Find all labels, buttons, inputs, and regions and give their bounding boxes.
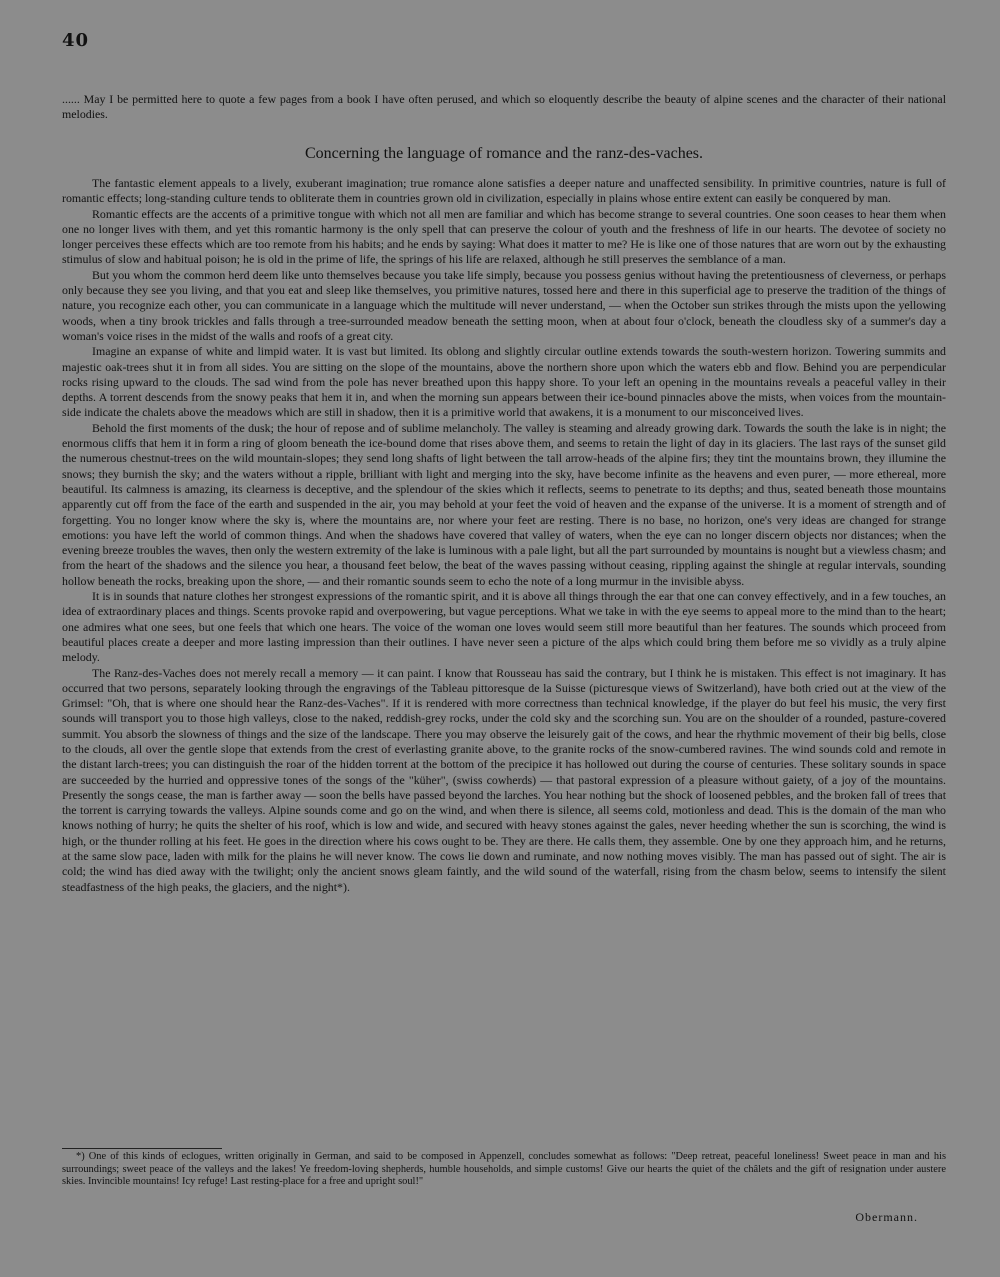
paragraph-7: The Ranz-des-Vaches does not merely recall a memory — it can paint. I know that Rousseau has said the contrary, but I think he is mistaken. This effect is not imaginary. It has occurred that two persons, separately looking through the engravings of the Tableau pittoresque de la Suisse (picturesque views of Switzerland), have both cried out at the view of the Grimsel: "Oh, that is where one should hear the Ranz-des-Vaches". If it is rendered with more correctness than technical knowledge, if the player do but feel his music, the very first sounds will transport you to those high valleys, close to the naked, reddish-grey rocks, under the cold sky and the scorching sun. You are on the shoulder of a rounded, pasture-covered summit. You absorb the slowness of things and the size of the landscape. There you may observe the leisurely gait of the cows, and hear the rhythmic movement of their big bells, close to the clouds, all over the gentle slope that extends from the crest of everlasting granite above, to the granite rocks of the snow-cumbered ravines. The wind sounds cold and remote in the distant larch-trees; you can distinguish the roar of the hidden torrent at the bottom of the precipice it has hollowed out during the course of centuries. These solitary sounds in space are succeeded by the hurried and oppressive tones of the songs of the "küher", (swiss cowherds) — that pastoral expression of a pleasure without gaiety, of a joy of the mountains. Presently the songs cease, the man is farther away — soon the bells have passed beyond the larches. You hear nothing but the shock of loosened pebbles, and the broken fall of trees that the torrent is carrying towards the valleys. Alpine sounds come and go on the wind, and when there is silence, all seems cold, motionless and dead. This is the domain of the man who knows nothing of hurry; he quits the shelter of his roof, which is low and wide, and secured with heavy stones against the gales, never heeding whether the sun is scorching, the wind is high, or the thunder rolling at his feet. He goes in the direction where his cows ought to be. They are there. He calls them, they assemble. One by one they approach him, and he returns, at the same slow pace, laden with milk for the plains he will never know. The cows lie down and ruminate, and now nothing moves visibly. The man has passed out of sight. The air is cold; the wind has died away with the twilight; only the ancient snows gleam faintly, and the wild sound of the waterfall, rising from the chasm below, seems to intensify the silent steadfastness of the high peaks, the glaciers, and the night*). xyxy=(62,665,946,894)
section-heading: Concerning the language of romance and the ranz-des-vaches. xyxy=(304,145,704,162)
main-text xyxy=(62,176,946,895)
footnote-divider xyxy=(62,1148,222,1149)
paragraph-5: Behold the first moments of the dusk; the hour of repose and of sublime melancholy. The valley is steaming and already growing dark. Towards the south the lake is in night; the enormous cliffs that hem it in form a ring of gloom beneath the ice-bound dome that rises above them, and seems to retain the light of day in its glaciers. The last rays of the sunset gild the numerous chestnut-trees on the wild mountain-slopes; they send long shafts of light between the tall arrow-heads of the alpine firs; they tint the mountains brown, they illumine the snows; they burnish the sky; and the waters without a ripple, brilliant with light and merging into the sky, have become infinite as the heavens and even purer, — more ethereal, more beautiful. Its calmness is amazing, its clearness is deceptive, and the splendour of the skies which it reflects, seems to penetrate to its depths; and thus, seated beneath those mountains apparently cut off from the face of the earth and suspended in the air, you may behold at your feet the void of heaven and the expanse of the universe. It is a moment of strength and of forgetting. You no longer know where the sky is, where the mountains are, nor where your feet are resting. There is no base, no horizon, one's very ideas are changed for strange emotions: you have left the world of common things. And when the shadows have covered that valley of waters, when the eye can no longer discern objects nor distances; when the evening breeze troubles the waves, then only the western extremity of the lake is luminous with a pale light, but all the part surrounded by mountains is nought but a viewless chasm; and from the heart of the shadows and the silence you hear, a thousand feet below, the beat of the waves passing without ceasing, rippling against the shingle at regular intervals, sounding hollow beneath the rocks, breaking upon the shore, — and their romantic sounds seem to echo the note of a long murmur in the invisible abyss. xyxy=(62,420,946,588)
signature: Obermann. xyxy=(855,1210,918,1224)
intro-paragraph: ...... May I be permitted here to quote a few pages from a book I have often perused, and which so eloquently describe the beauty of alpine scenes and the character of their national melodies. xyxy=(62,92,946,122)
footnote: *) One of this kinds of eclogues, written originally in German, and said to be composed in Appenzell, concludes somewhat as follows: "Deep retreat, peaceful loneliness! Sweet peace in man and his surroundings; sweet peace of the valleys and the lakes! Ye freedom-loving shepherds, humble households, and simple customs! Give our hearts the quiet of the châlets and the gift of resignation under austere skies. Invincible mountains! Icy refuge! Last resting-place for a free and upright soul!" xyxy=(62,1151,946,1187)
paragraph-1: The fantastic element appeals to a lively, exuberant imagination; true romance alone satisfies a deeper nature and unaffected sensibility. In primitive countries, nature is full of romantic effects; long-standing culture tends to obliterate them in countries grown old in civilization, especially in plains whose entire extent can easily be conquered by man. xyxy=(62,176,946,206)
page-number: 40 xyxy=(62,30,90,51)
paragraph-2: Romantic effects are the accents of a primitive tongue with which not all men are familiar and which has become strange to several countries. One soon ceases to hear them when one no longer lives with them, and yet this romantic harmony is the only spell that can preserve the colour of youth and the freshness of life in our hearts. The devotee of society no longer perceives these effects which are too remote from his habits; and he ends by saying: What does it matter to me? He is like one of those natures that are worn out by the exhausting stimulus of slow and habitual poison; he is old in the prime of life, the springs of his life are relaxed, although he still preserves the semblance of a man. xyxy=(62,206,946,267)
paragraph-3: But you whom the common herd deem like unto themselves because you take life simply, because you possess genius without having the pretentiousness of cleverness, or perhaps only because they see you living, and that you eat and sleep like themselves, you primitive natures, tossed here and there in this superficial age to preserve the tradition of the things of nature, you recognize each other, you can communicate in a language which the multitude will never understand, — when the October sun strikes through the mists upon the yellowing woods, when a tiny brook trickles and falls through a tree-surrounded meadow beneath the setting moon, when at about four o'clock, beneath the cloudless sky of a summer's day a woman's voice rises in the midst of the walls and roofs of a great city. xyxy=(62,267,946,343)
paragraph-4: Imagine an expanse of white and limpid water. It is vast but limited. Its oblong and slightly circular outline extends towards the south-western horizon. Towering summits and majestic oak-trees shut it in from all sides. You are sitting on the slope of the mountains, above the northern shore upon which the waters ebb and flow. Behind you are perpendicular rocks rising upward to the clouds. The sad wind from the pole has never breathed upon this happy shore. To your left an opening in the mountains reveals a peaceful valley in their depths. A torrent descends from the snowy peaks that hem it in, and when the morning sun appears between their ice-bound pinnacles above the mists, when voices from the mountain-side indicate the chalets above the meadows which are still in shadow, then it is a primitive world that awakens, it is a monument to our misconceived lives. xyxy=(62,344,946,420)
paragraph-6: It is in sounds that nature clothes her strongest expressions of the romantic spirit, and it is above all things through the ear that one can convey effectively, and in a few touches, an idea of extraordinary places and things. Scents provoke rapid and overpowering, but vague perceptions. What we take in with the eye seems to appeal more to the mind than to the heart; one admires what one sees, but one feels that which one hears. The voice of the woman one loves would seem still more beautiful than her features. The sounds which proceed from beautiful places create a deeper and more lasting impression than their outlines. I have never seen a picture of the alps which could bring them before me so vividly as a truly alpine melody. xyxy=(62,589,946,665)
